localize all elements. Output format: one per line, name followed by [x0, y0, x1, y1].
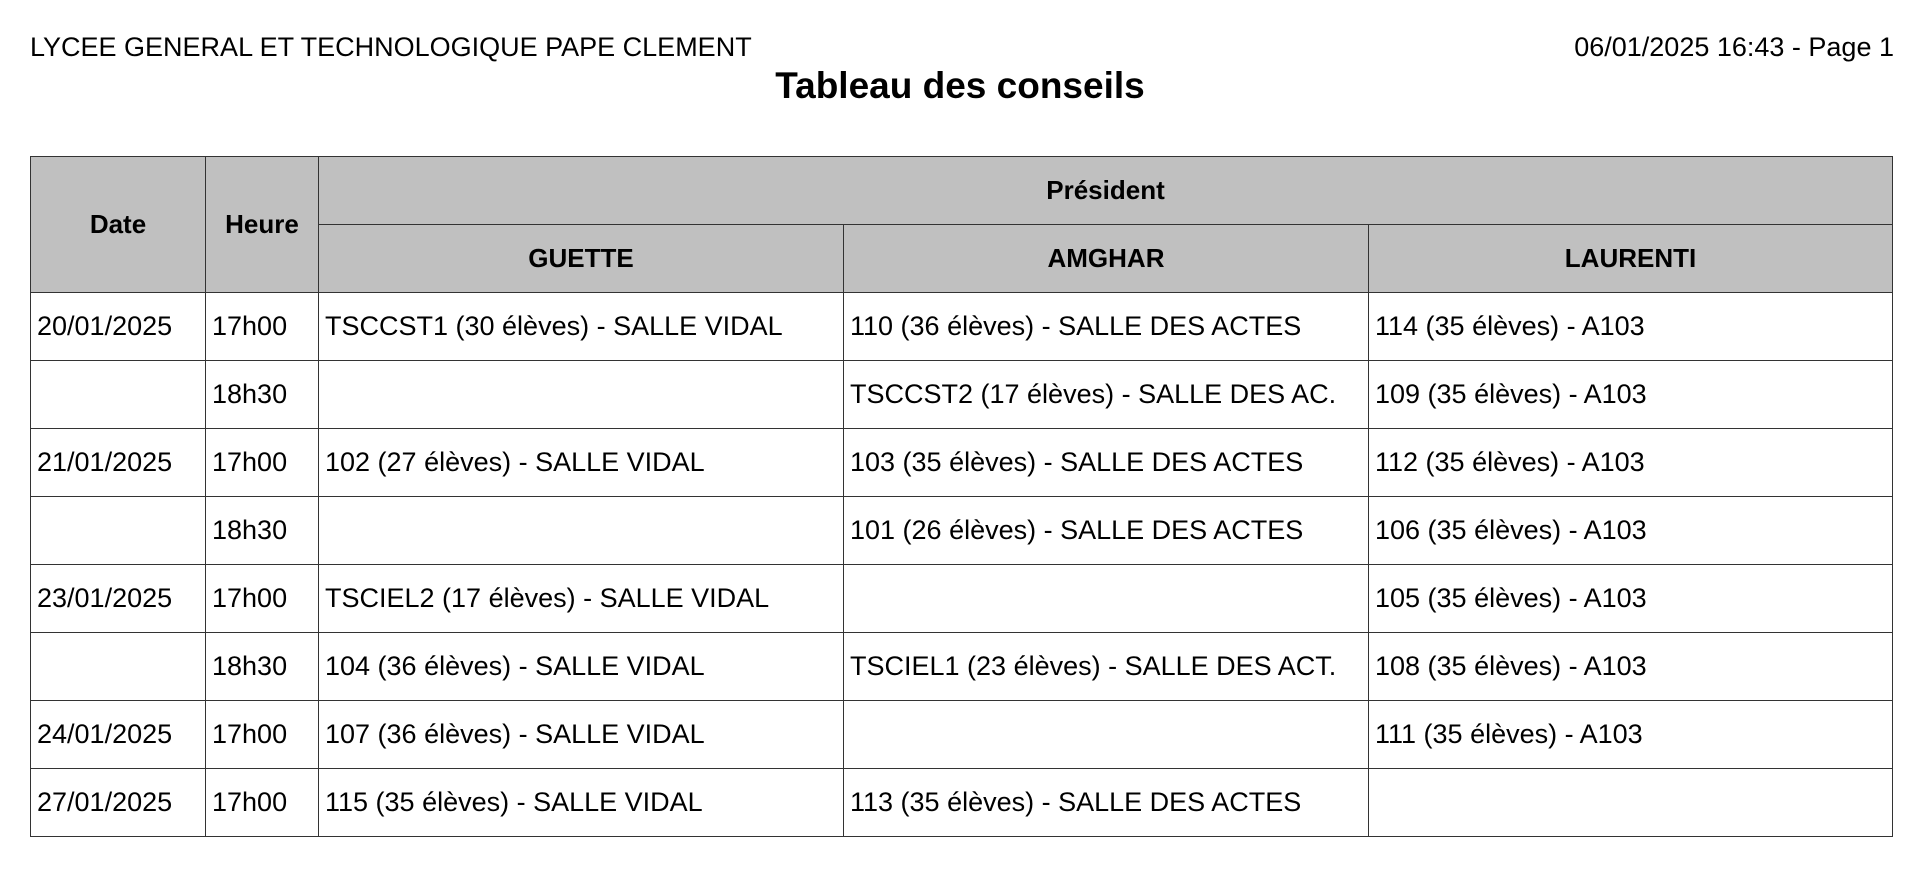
cell-date: 21/01/2025: [31, 429, 206, 497]
cell-laurenti: 112 (35 élèves) - A103: [1369, 429, 1893, 497]
cell-laurenti: 108 (35 élèves) - A103: [1369, 633, 1893, 701]
column-header-amghar: AMGHAR: [844, 225, 1369, 293]
cell-laurenti: 109 (35 élèves) - A103: [1369, 361, 1893, 429]
table-body: [31, 293, 1893, 837]
cell-heure: 17h00: [206, 769, 319, 837]
column-header-date: Date: [31, 157, 206, 293]
table-row: [31, 565, 1893, 633]
cell-amghar: [844, 701, 1369, 769]
table-header: [31, 157, 1893, 293]
table-row: [31, 429, 1893, 497]
cell-laurenti: 105 (35 élèves) - A103: [1369, 565, 1893, 633]
cell-date: 20/01/2025: [31, 293, 206, 361]
header-row-top: [31, 157, 1893, 225]
cell-heure: 17h00: [206, 565, 319, 633]
school-name: LYCEE GENERAL ET TECHNOLOGIQUE PAPE CLEMENT: [30, 32, 752, 62]
table-row: [31, 701, 1893, 769]
cell-guette: 115 (35 élèves) - SALLE VIDAL: [319, 769, 844, 837]
table-row: [31, 633, 1893, 701]
cell-amghar: TSCIEL1 (23 élèves) - SALLE DES ACT.: [844, 633, 1369, 701]
cell-laurenti: 106 (35 élèves) - A103: [1369, 497, 1893, 565]
cell-heure: 18h30: [206, 633, 319, 701]
cell-guette: [319, 361, 844, 429]
cell-guette: 102 (27 élèves) - SALLE VIDAL: [319, 429, 844, 497]
cell-guette: TSCIEL2 (17 élèves) - SALLE VIDAL: [319, 565, 844, 633]
councils-table: [30, 156, 1893, 837]
cell-date: [31, 497, 206, 565]
column-header-heure: Heure: [206, 157, 319, 293]
cell-guette: 104 (36 élèves) - SALLE VIDAL: [319, 633, 844, 701]
cell-amghar: 101 (26 élèves) - SALLE DES ACTES: [844, 497, 1369, 565]
cell-amghar: 113 (35 élèves) - SALLE DES ACTES: [844, 769, 1369, 837]
cell-amghar: TSCCST2 (17 élèves) - SALLE DES AC.: [844, 361, 1369, 429]
cell-amghar: [844, 565, 1369, 633]
cell-laurenti: 114 (35 élèves) - A103: [1369, 293, 1893, 361]
column-header-laurenti: LAURENTI: [1369, 225, 1893, 293]
cell-date: 27/01/2025: [31, 769, 206, 837]
cell-heure: 17h00: [206, 701, 319, 769]
cell-laurenti: [1369, 769, 1893, 837]
cell-guette: TSCCST1 (30 élèves) - SALLE VIDAL: [319, 293, 844, 361]
cell-date: [31, 633, 206, 701]
cell-laurenti: 111 (35 élèves) - A103: [1369, 701, 1893, 769]
table-row: [31, 293, 1893, 361]
cell-date: 24/01/2025: [31, 701, 206, 769]
table-row: [31, 361, 1893, 429]
print-timestamp-page: 06/01/2025 16:43 - Page 1: [1574, 32, 1894, 62]
table-row: [31, 497, 1893, 565]
page-title: Tableau des conseils: [775, 65, 1145, 106]
cell-guette: 107 (36 élèves) - SALLE VIDAL: [319, 701, 844, 769]
column-group-president: Président: [319, 157, 1893, 225]
cell-heure: 18h30: [206, 497, 319, 565]
cell-heure: 17h00: [206, 429, 319, 497]
column-header-guette: GUETTE: [319, 225, 844, 293]
cell-guette: [319, 497, 844, 565]
table-row: [31, 769, 1893, 837]
cell-amghar: 103 (35 élèves) - SALLE DES ACTES: [844, 429, 1369, 497]
cell-amghar: 110 (36 élèves) - SALLE DES ACTES: [844, 293, 1369, 361]
cell-heure: 18h30: [206, 361, 319, 429]
cell-date: [31, 361, 206, 429]
cell-heure: 17h00: [206, 293, 319, 361]
cell-date: 23/01/2025: [31, 565, 206, 633]
